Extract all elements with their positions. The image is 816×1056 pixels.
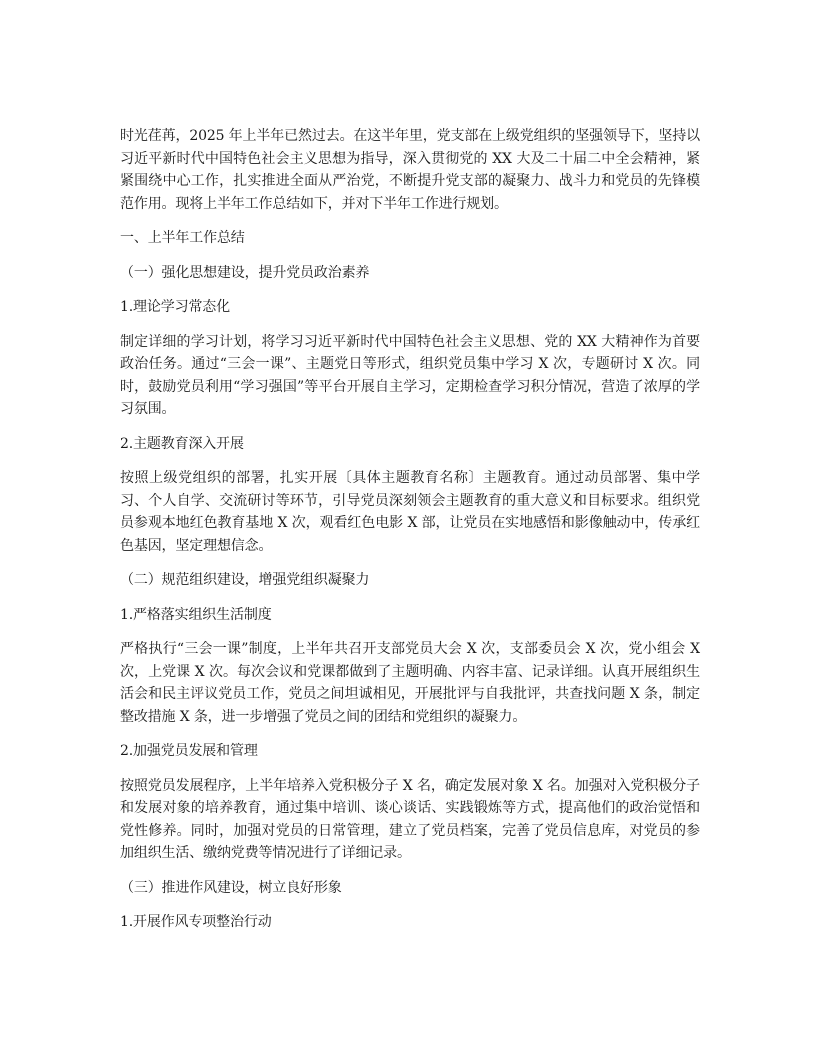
item-1-1-heading: 1.理论学习常态化 <box>120 299 231 315</box>
item-1-2-paragraph: 按照上级党组织的部署，扎实开展〔具体主题教育名称〕主题教育。通过动员部署、集中学习、个人自学、交流研讨等环节，引导党员深刻领会主题教育的重大意义和目标要求。组织党员参观本地红色教育基地 X 次，观看红色电影 X 部，让党员在实地感悟和影像触动中，传承红色基因，坚定理想信念。 <box>120 470 700 554</box>
item-2-2-paragraph: 按照党员发展程序，上半年培养入党积极分子 X 名，确定发展对象 X 名。加强对入党积极分子和发展对象的培养教育，通过集中培训、谈心谈话、实践锻炼等方式，提高他们的政治觉悟和党性修养。同时，加强对党员的日常管理，建立了党员档案，完善了党员信息库，对党员的参加组织生活、缴纳党费等情况进行了详细记录。 <box>120 777 700 861</box>
item-1-1-paragraph: 制定详细的学习计划，将学习习近平新时代中国特色社会主义思想、党的 XX 大精神作为首要政治任务。通过“三会一课”、主题党日等形式，组织党员集中学习 X 次，专题研讨 X 次。同时，鼓励党员利用“学习强国”等平台开展自主学习，定期检查学习积分情况，营造了浓厚的学习氛围。 <box>120 333 700 417</box>
subsection-2-heading: （二）规范组织建设，增强党组织凝聚力 <box>120 572 370 588</box>
document-page <box>120 125 700 934</box>
subsection-1-heading: （一）强化思想建设，提升党员政治素养 <box>120 264 370 281</box>
item-3-1-heading: 1.开展作风专项整治行动 <box>120 914 272 930</box>
subsection-3-heading: （三）推进作风建设，树立良好形象 <box>120 879 342 896</box>
item-2-1-paragraph: 严格执行“三会一课”制度，上半年共召开支部党员大会 X 次，支部委员会 X 次，党小组会 X 次，上党课 X 次。每次会议和党课都做到了主题明确、内容丰富、记录详细。认真开展组织生活会和民主评议党员工作，党员之间坦诚相见，开展批评与自我批评，共查找问题 X 条，制定整改措施 X 条，进一步增强了党员之间的团结和党组织的凝聚力。 <box>120 641 700 725</box>
item-2-1-heading: 1.严格落实组织生活制度 <box>120 606 272 623</box>
section-1-heading: 一、上半年工作总结 <box>120 230 245 246</box>
intro-paragraph: 时光荏苒，2025 年上半年已然过去。在这半年里，党支部在上级党组织的坚强领导下，坚持以习近平新时代中国特色社会主义思想为指导，深入贯彻党的 XX 大及二十届二中全会精神，紧紧围绕中心工作，扎实推进全面从严治党，不断提升党支部的凝聚力、战斗力和党员的先锋模范作用。现将上半年工作总结如下，并对下半年工作进行规划。 <box>120 128 700 212</box>
item-1-2-heading: 2.主题教育深入开展 <box>120 435 244 452</box>
item-2-2-heading: 2.加强党员发展和管理 <box>120 743 258 759</box>
